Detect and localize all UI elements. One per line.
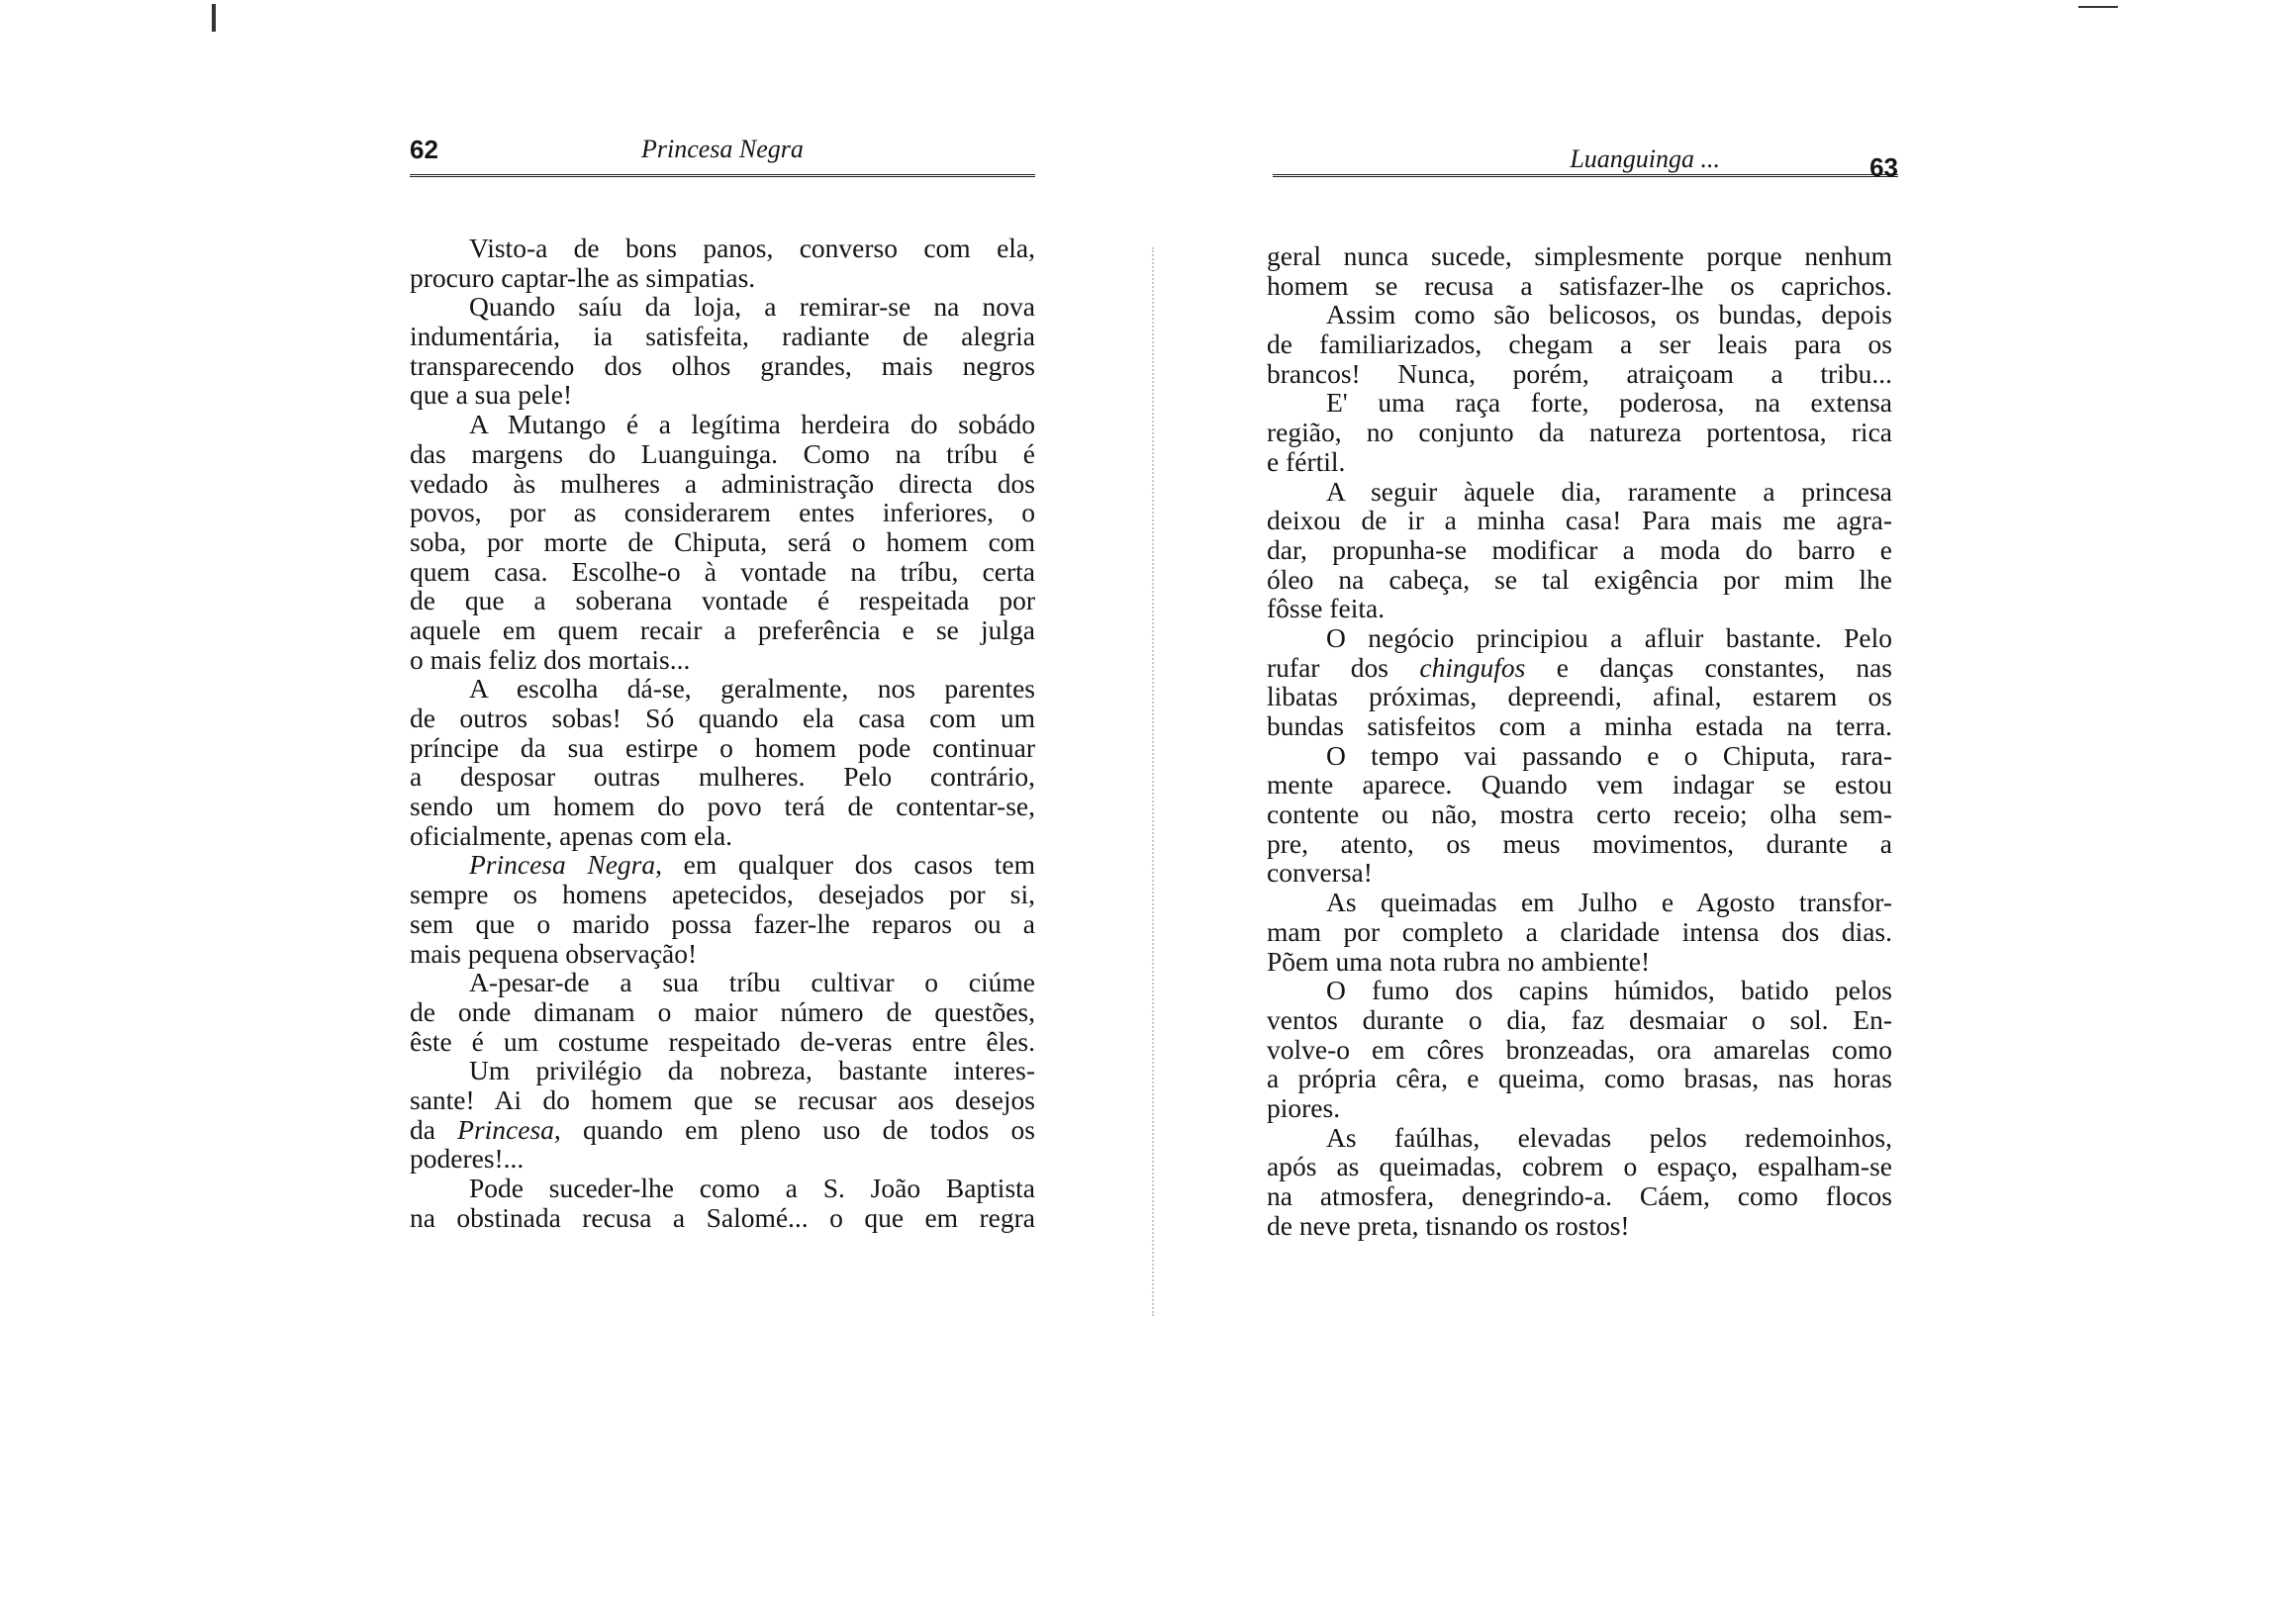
text-line: indumentária, ia satisfeita, radiante de alegria xyxy=(410,321,1035,352)
text-line: Assim como são belicosos, os bundas, depois xyxy=(1326,299,1892,330)
text-line: de familiarizados, chegam a ser leais para os xyxy=(1267,329,1892,360)
text-line: sendo um homem do povo terá de contentar-se, xyxy=(410,791,1035,822)
text-line: deixou de ir a minha casa! Para mais me agra- xyxy=(1267,505,1892,536)
text-line: e fértil. xyxy=(1267,445,1346,477)
text-line: após as queimadas, cobrem o espaço, espalham-se xyxy=(1267,1151,1892,1182)
text-line: mente aparece. Quando vem indagar se estou xyxy=(1267,769,1892,800)
text-line: sempre os homens apetecidos, desejados por si, xyxy=(410,879,1035,910)
text-line: A-pesar-de a sua tríbu cultivar o ciúme xyxy=(469,967,1035,998)
text-line: de onde dimanam o maior número de questões, xyxy=(410,995,1035,1027)
right-page xyxy=(1148,0,2296,1599)
text-line: Um privilégio da nobreza, bastante interes- xyxy=(469,1055,1035,1086)
text-line: bundas satisfeitos com a minha estada na terra. xyxy=(1267,710,1892,741)
text-line: procuro captar-lhe as simpatias. xyxy=(410,261,756,293)
text-line: o mais feliz dos mortais... xyxy=(410,643,691,675)
text-line: Visto-a de bons panos, converso com ela, xyxy=(469,233,1035,263)
text-line: E' uma raça forte, poderosa, na extensa xyxy=(1326,387,1892,419)
text-line: O tempo vai passando e o Chiputa, rara- xyxy=(1326,739,1892,771)
text-line: a própria cêra, e queima, como brasas, nas horas xyxy=(1267,1063,1892,1094)
text-line: sante! Ai do homem que se recusar aos desejos xyxy=(410,1083,1035,1115)
text-line: Pode suceder-lhe como a S. João Baptista xyxy=(469,1173,1035,1203)
text-line: povos, por as considerarem entes inferiores, o xyxy=(410,497,1035,528)
text-line: poderes!... xyxy=(410,1143,525,1175)
text-line: mais pequena observação! xyxy=(410,937,698,969)
text-line: As faúlhas, elevadas pelos redemoinhos, xyxy=(1326,1121,1892,1153)
text-line: fôsse feita. xyxy=(1267,593,1386,624)
text-line: libatas próximas, depreendi, afinal, estarem os xyxy=(1267,681,1892,712)
text-line: êste é um costume respeitado de-veras entre êles. xyxy=(410,1025,1035,1057)
text-line: soba, por morte de Chiputa, será o homem com xyxy=(410,525,1035,557)
text-line: Princesa Negra, em qualquer dos casos tem xyxy=(469,849,1035,881)
text-line: A escolha dá-se, geralmente, nos parentes xyxy=(469,673,1035,705)
italic-phrase: Princesa Negra xyxy=(469,849,656,881)
text-line: A seguir àquele dia, raramente a princesa xyxy=(1326,475,1892,507)
italic-word: chingufos xyxy=(1419,651,1526,683)
text-line: das margens do Luanguinga. Como na tríbu é xyxy=(410,437,1035,469)
text-line: As queimadas em Julho e Agosto transfor- xyxy=(1326,887,1892,918)
text-line: príncipe da sua estirpe o homem pode continuar xyxy=(410,731,1035,763)
text-line: oficialmente, apenas com ela. xyxy=(410,819,733,851)
text-line: O fumo dos capins húmidos, batido pelos xyxy=(1326,975,1892,1006)
text-line: A Mutango é a legítima herdeira do sobádo xyxy=(469,409,1035,440)
text-line: conversa! xyxy=(1267,857,1373,889)
running-title: Luanguinga ... xyxy=(1570,144,1720,173)
text-line: ventos durante o dia, faz desmaiar o sol. En- xyxy=(1267,1003,1892,1035)
text-line: aquele em quem recair a preferência e se julga xyxy=(410,613,1035,645)
text-line: O negócio principiou a afluir bastante. Pelo xyxy=(1326,621,1892,653)
text-line: geral nunca sucede, simplesmente porque nenhum xyxy=(1267,240,1892,271)
text-line: região, no conjunto da natureza portentosa, rica xyxy=(1267,417,1892,448)
text-line: que a sua pele! xyxy=(410,379,573,411)
text-line: pre, atento, os meus movimentos, durante a xyxy=(1267,827,1892,859)
text-line: quem casa. Escolhe-o à vontade na tríbu, certa xyxy=(410,555,1035,587)
text-line: Quando saíu da loja, a remirar-se na nova xyxy=(469,291,1035,323)
text-line: piores. xyxy=(1267,1091,1341,1123)
left-page-header xyxy=(410,131,1035,177)
text-line: sem que o marido possa fazer-lhe reparos ou a xyxy=(410,907,1035,939)
text-line: rufar dos chingufos e danças constantes, nas xyxy=(1267,651,1892,683)
text-line: homem se recusa a satisfazer-lhe os caprichos. xyxy=(1267,269,1892,301)
right-page-text xyxy=(1267,241,1892,1240)
right-page-header xyxy=(1273,131,1898,182)
text-line: da Princesa, quando em pleno uso de todos os xyxy=(410,1113,1035,1145)
page-number: 63 xyxy=(1869,152,1898,182)
scan-mark xyxy=(212,4,216,32)
text-line: brancos! Nunca, porém, atraiçoam a tribu... xyxy=(1267,357,1892,389)
text-line: dar, propunha-se modificar a moda do barro e xyxy=(1267,533,1892,565)
text-line: volve-o em côres bronzeadas, ora amarelas como xyxy=(1267,1033,1892,1065)
page-number: 62 xyxy=(410,135,438,164)
text-line: de que a soberana vontade é respeitada por xyxy=(410,585,1035,616)
italic-word: Princesa xyxy=(457,1113,554,1145)
text-line: mam por completo a claridade intensa dos dias. xyxy=(1267,915,1892,947)
text-line: de neve preta, tisnando os rostos! xyxy=(1267,1209,1630,1241)
text-line: óleo na cabeça, se tal exigência por mim lhe xyxy=(1267,563,1892,595)
text-line: na atmosfera, denegrindo-a. Cáem, como flocos xyxy=(1267,1180,1892,1211)
text-line: de outros sobas! Só quando ela casa com um xyxy=(410,703,1035,733)
text-line: contente ou não, mostra certo receio; olha sem- xyxy=(1267,799,1892,830)
text-line: na obstinada recusa a Salomé... o que em regra xyxy=(410,1201,1035,1233)
text-line: a desposar outras mulheres. Pelo contrário, xyxy=(410,761,1035,793)
text-line: Põem uma nota rubra no ambiente! xyxy=(1267,945,1651,977)
scan-mark xyxy=(2078,6,2118,8)
left-page-text xyxy=(410,234,1035,1232)
running-title: Princesa Negra xyxy=(641,135,804,163)
text-line: vedado às mulheres a administração directa dos xyxy=(410,467,1035,499)
text-line: transparecendo dos olhos grandes, mais negros xyxy=(410,349,1035,381)
